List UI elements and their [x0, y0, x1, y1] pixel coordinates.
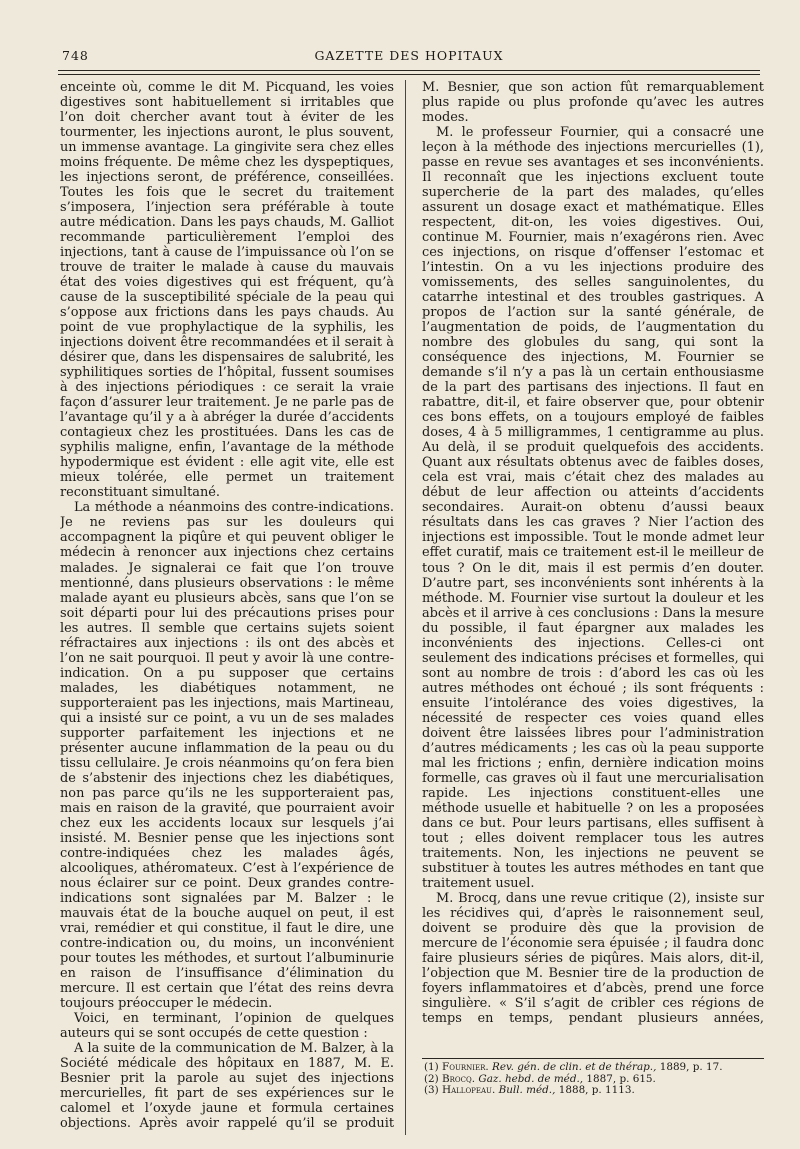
- column-divider: [405, 80, 406, 1135]
- footnote: [424, 1085, 764, 1097]
- footnote-mark: (3): [424, 1084, 439, 1097]
- footnote-source: Rev. gén. de clin. et de thérap.,: [492, 1061, 657, 1073]
- footnote-mark: (1): [424, 1061, 439, 1073]
- paragraph: M. Brocq, dans une revue critique (2), insiste sur les récidives qui, d’après le raisonnement seul, doivent se produire dès que la provision de mercure de l’économie sera épuisée ; il faudra donc faire plusieurs séries de piqûres. Mais alors, dit-il, l’objection que M. Besnier tire de la production de foyers inflammatoires et d’abcès, prend une force singulière. « S’il s’agit de cribler ces régions de temps en temps, pendant plusieurs années,: [422, 890, 764, 1026]
- right-column: [422, 80, 764, 1026]
- running-header: [58, 48, 760, 68]
- footnote-author: Hallopeau.: [442, 1084, 496, 1097]
- paragraph: M. Besnier, que son action fût remarquablement plus rapide ou plus profonde qu’avec les autres modes.: [422, 80, 764, 126]
- paragraph: enceinte où, comme le dit M. Picquand, les voies digestives sont habituellement si irritables que l’on doit chercher avant tout à éviter de les tourmenter, les injections auront, le plus souvent, un immense avantage. La gingivite sera chez elles moins fréquente. De même chez les dyspeptiques, les injections seront, de préférence, conseillées. Toutes les fois que le secret du traitement s’imposera, l’injection sera préférable à toute autre médication. Dans les pays chauds, M. Galliot recommande particulièrement l’emploi des injections, tant à cause de l’impuissance où l’on se trouve de traiter le malade à cause du mauvais état des voies digestives qui est fréquent, qu’à cause de la susceptibilité spéciale de la peau qui s’oppose aux frictions dans les pays chauds. Au point de vue prophylactique de la syphilis, les injections doivent être recommandées et il serait à désirer que, dans les dispensaires de salubrité, les syphilitiques sorties de l’hôpital, fussent soumises à des injections périodiques : ce serait la vraie façon d’assurer leur traitement. Je ne parle pas de l’avantage qu’il y a à abréger la durée d’accidents contagieux chez les prostituées. Dans les cas de syphilis maligne, enfin, l’avantage de la méthode hypodermique est évident : elle agit vite, elle est mieux tolérée, elle permet un traitement reconstituant simultané.: [60, 80, 394, 501]
- paragraph: M. le professeur Fournier, qui a consacré une leçon à la méthode des injections mercurielles (1), passe en revue ses avantages et ses inconvénients. Il reconnaît que les injections excluent toute supercherie de la part des malades, qu’elles assurent un dosage exact et mathématique. Elles respectent, dit-on, les voies digestives. Oui, continue M. Fournier, mais n’exagérons rien. Avec ces injections, on risque d’offenser l’estomac et l’intestin. On a vu les injections produire des vomissements, des selles sanguinolentes, du catarrhe intestinal et des troubles gastriques. A propos de l’action sur la santé générale, de l’augmentation de poids, de l’augmentation du nombre des globules du sang, qui sont la conséquence des injections, M. Fournier se demande s’il n’y a pas là un certain enthousiasme de la part des partisans des injections. Il faut en rabattre, dit-il, et faire observer que, pour obtenir ces bons effets, on a toujours employé de faibles doses, 4 à 5 milligrammes, 1 centigramme au plus. Au delà, il se produit quelquefois des accidents. Quant aux résultats obtenus avec de faibles doses, cela est vrai, mais c’était chez des malades au début de leur affection ou atteints d’accidents secondaires. Aurait-on obtenu d’aussi beaux résultats dans les cas graves ? Nier l’action des injections est impossible. Tout le monde admet leur effet curatif, mais ce traitement est-il le meilleur de tous ? On le dit, mais il est permis d’en douter. D’autre part, ses inconvénients sont inhérents à la méthode. M. Fournier vise surtout la douleur et les abcès et il arrive à ces conclusions : Dans la mesure du possible, il faut épargner aux malades les inconvénients des injections. Celles-ci ont seulement des indications précises et formelles, qui sont au nombre de trois : d’abord les cas où les autres méthodes ont échoué ; ils sont fréquents : ensuite l’intolérance des voies digestives, la nécessité de respecter ces voies quand elles doivent être laissées libres pour l’administration d’autres médicaments ; les cas où la peau supporte mal les frictions ; enfin, dernière indication moins formelle, cas graves où il faut une mercurialisation rapide. Les injections constituent-elles une méthode usuelle et habituelle ? on les a proposées dans ce but. Pour leurs partisans, elles suffisent à tout ; elles doivent remplacer tous les autres traitements. Non, les injections ne peuvent se substituer à toutes les autres méthodes en tant que traitement usuel.: [422, 125, 764, 891]
- footnotes: [424, 1062, 764, 1097]
- left-column: [60, 80, 394, 1130]
- footnote-mark: (2): [424, 1072, 439, 1085]
- page-number: 748: [62, 48, 89, 63]
- footnote-source: Bull. méd.,: [498, 1084, 556, 1097]
- footnote-source: Gaz. hebd. de méd.,: [478, 1072, 584, 1085]
- journal-title: GAZETTE DES HOPITAUX: [314, 48, 504, 63]
- footnote-page: 1887, p. 615.: [586, 1072, 656, 1085]
- paragraph: Voici, en terminant, l’opinion de quelques auteurs qui se sont occupés de cette question :: [60, 1010, 394, 1041]
- footnote-author: Brocq.: [442, 1072, 476, 1085]
- header-rule-thin: [58, 74, 760, 75]
- footnote-page: 1889, p. 17.: [659, 1061, 723, 1073]
- footnote-rule: [422, 1058, 764, 1059]
- footnote-page: 1888, p. 1113.: [558, 1084, 635, 1097]
- footnote-author: Fournier.: [442, 1061, 489, 1073]
- paragraph: A la suite de la communication de M. Balzer, à la Société médicale des hôpitaux en 1887, M. E. Besnier prit la parole au sujet des injections mercurielles, fit part de ses expériences sur le calomel et l’oxyde jaune et formula certaines objections. Après avoir rappelé qu’il se produit: [60, 1041, 394, 1130]
- header-rule: [58, 70, 760, 71]
- paragraph: La méthode a néanmoins des contre-indications. Je ne reviens pas sur les douleurs qui accompagnent la piqûre et qui peuvent obliger le médecin à renoncer aux injections chez certains malades. Je signalerai ce fait que l’on trouve mentionné, dans plusieurs observations : le même malade ayant eu plusieurs abcès, sans que l’on se soit départi pour lui des précautions prises pour les autres. Il semble que certains sujets soient réfractaires aux injections : ils ont des abcès et l’on ne sait pourquoi. Il peut y avoir là une contre-indication. On a pu supposer que certains malades, les diabétiques notamment, ne supporteraient pas les injections, mais Martineau, qui a insisté sur ce point, a vu un de ses malades supporter parfaitement les injections et ne présenter aucune inflammation de la peau ou du tissu cellulaire. Je crois néanmoins qu’on fera bien de s’abstenir des injections chez les diabétiques, non pas parce qu’ils ne les supporteraient pas, mais en raison de la gravité, que pourraient avoir chez eux les accidents locaux sur lesquels j’ai insisté. M. Besnier pense que les injections sont contre-indiquées chez les malades âgés, alcooliques, athéromateux. C’est à l’expérience de nous éclairer sur ce point. Deux grandes contre-indications sont signalées par M. Balzer : le mauvais état de la bouche auquel on peut, il est vrai, remédier et qui constitue, il faut le dire, une contre-indication ou, du moins, un inconvénient pour toutes les méthodes, et surtout l’albuminurie en raison de l’insuffisance d’élimination du mercure. Il est certain que l’état des reins devra toujours préoccuper le médecin.: [60, 500, 394, 1011]
